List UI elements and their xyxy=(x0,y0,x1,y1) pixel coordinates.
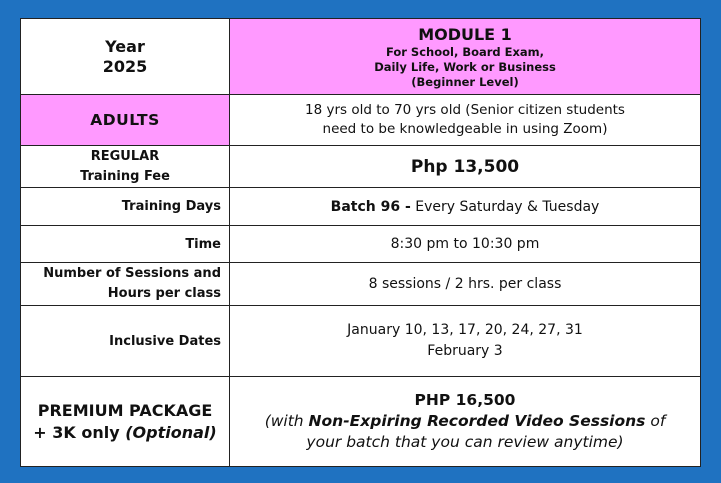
module-subtitle-2: Daily Life, Work or Business xyxy=(374,60,556,74)
header-row xyxy=(21,19,701,95)
adults-label: ADULTS xyxy=(21,95,230,146)
premium-optional: (Optional) xyxy=(125,422,217,442)
sessions-row xyxy=(21,263,701,306)
training-days-text: Every Saturday & Tuesday xyxy=(410,198,600,215)
training-days-label: Training Days xyxy=(21,188,230,226)
premium-desc-a: (with xyxy=(264,412,309,430)
sessions-label xyxy=(21,263,230,306)
dates-line-2: February 3 xyxy=(427,343,503,359)
premium-value xyxy=(230,377,701,467)
premium-desc-line-1 xyxy=(238,411,692,432)
module-title: MODULE 1 xyxy=(418,25,512,44)
module-schedule-table xyxy=(20,18,701,467)
training-days-row xyxy=(21,188,701,226)
sessions-label-line-2: Hours per class xyxy=(107,286,221,301)
premium-desc-c: of xyxy=(645,412,666,430)
fee-value: Php 13,500 xyxy=(230,146,701,188)
year-label: Year xyxy=(105,36,145,56)
premium-row xyxy=(21,377,701,467)
dates-line-1: January 10, 13, 17, 20, 24, 27, 31 xyxy=(347,322,583,338)
time-row xyxy=(21,226,701,263)
premium-addon: + 3K only xyxy=(33,422,126,442)
dates-value xyxy=(230,306,701,377)
adults-line-2: need to be knowledgeable in using Zoom) xyxy=(322,121,608,137)
batch-number: Batch 96 - xyxy=(330,198,411,215)
year-value: 2025 xyxy=(102,56,148,76)
premium-label-line-1: PREMIUM PACKAGE xyxy=(37,400,213,420)
premium-desc-line-2: your batch that you can review anytime) xyxy=(306,433,624,451)
adults-age-range xyxy=(230,95,701,146)
adults-line-1: 18 yrs old to 70 yrs old (Senior citizen students xyxy=(305,102,625,118)
fee-label-line-1: REGULAR xyxy=(90,148,160,164)
premium-desc-b: Non-Expiring Recorded Video Sessions xyxy=(308,412,646,430)
premium-label-line-2 xyxy=(29,422,221,444)
premium-price: PHP 16,500 xyxy=(414,391,516,409)
dates-label: Inclusive Dates xyxy=(21,306,230,377)
adults-row xyxy=(21,95,701,146)
module-cell xyxy=(230,19,701,95)
time-value: 8:30 pm to 10:30 pm xyxy=(230,226,701,263)
fee-row xyxy=(21,146,701,188)
module-subtitle-1: For School, Board Exam, xyxy=(385,45,545,59)
sessions-value: 8 sessions / 2 hrs. per class xyxy=(230,263,701,306)
sessions-label-line-1: Number of Sessions and xyxy=(43,266,221,281)
training-days-value xyxy=(230,188,701,226)
year-cell xyxy=(21,19,230,95)
module-subtitle-3: (Beginner Level) xyxy=(411,75,519,89)
time-label: Time xyxy=(21,226,230,263)
fee-label xyxy=(21,146,230,188)
premium-label xyxy=(21,377,230,467)
dates-row xyxy=(21,306,701,377)
fee-label-line-2: Training Fee xyxy=(80,168,170,184)
